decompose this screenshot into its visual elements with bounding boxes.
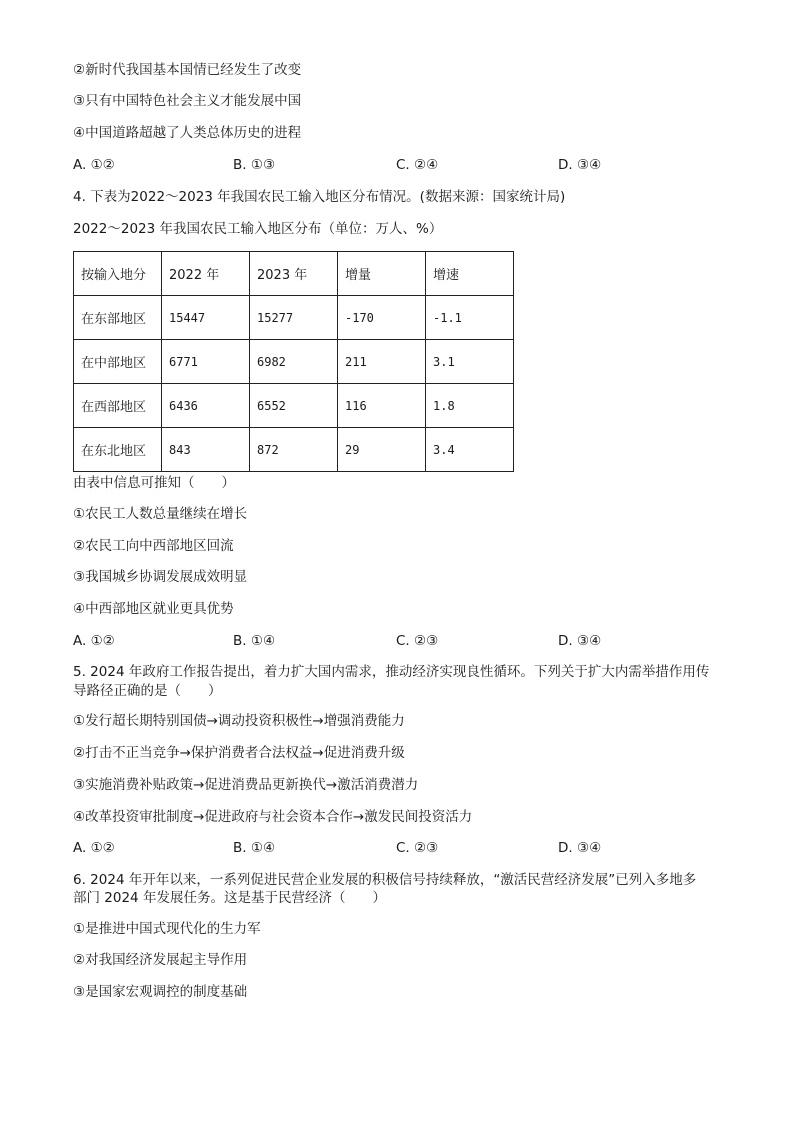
table-cell: -1.1 — [426, 296, 514, 340]
table-row — [74, 428, 514, 472]
table-cell: 在中部地区 — [74, 340, 162, 384]
q4-item-1: ①农民工人数总量继续在增长 — [73, 506, 248, 522]
q4-table-caption: 2022～2023 年我国农民工输入地区分布（单位：万人、%） — [73, 221, 443, 237]
table-cell: 6771 — [162, 340, 250, 384]
q4-option-d[interactable]: D. ③④ — [558, 633, 602, 649]
q5-option-a[interactable]: A. ①② — [73, 840, 115, 856]
migrant-worker-table — [73, 251, 514, 472]
table-cell: 6436 — [162, 384, 250, 428]
q6-item-1: ①是推进中国式现代化的生力军 — [73, 921, 261, 937]
q5-item-4: ④改革投资审批制度→促进政府与社会资本合作→激发民间投资活力 — [73, 809, 473, 825]
q4-item-3: ③我国城乡协调发展成效明显 — [73, 569, 248, 585]
q4-question: 由表中信息可推知（ ） — [73, 475, 235, 491]
q6-item-2: ②对我国经济发展起主导作用 — [73, 952, 248, 968]
table-row — [74, 296, 514, 340]
q5-options — [73, 839, 733, 857]
q6-stem-line-1: 6. 2024 年开年以来，一系列促进民营企业发展的积极信号持续释放，“激活民营经济发展”已列入多地多 — [73, 872, 697, 888]
table-header-cell: 增量 — [338, 252, 426, 296]
q5-item-2: ②打击不正当竞争→保护消费者合法权益→促进消费升级 — [73, 745, 405, 761]
q5-stem-line-2: 导路径正确的是（ ） — [73, 683, 222, 699]
table-cell: 872 — [250, 428, 338, 472]
table-cell: 1.8 — [426, 384, 514, 428]
q3-option-a[interactable]: A. ①② — [73, 157, 115, 173]
q4-stem: 4. 下表为2022～2023 年我国农民工输入地区分布情况。(数据来源：国家统计局) — [73, 189, 566, 205]
table-cell: 6982 — [250, 340, 338, 384]
q3-option-b[interactable]: B. ①③ — [233, 157, 276, 173]
table-cell: 在东部地区 — [74, 296, 162, 340]
q5-stem-line-1: 5. 2024 年政府工作报告提出，着力扩大国内需求，推动经济实现良性循环。下列关于扩大内需举措作用传 — [73, 664, 710, 680]
q6-stem-line-2: 部门 2024 年发展任务。这是基于民营经济（ ） — [73, 890, 386, 906]
table-header-cell: 2023 年 — [250, 252, 338, 296]
q5-item-1: ①发行超长期特别国债→调动投资积极性→增强消费能力 — [73, 713, 405, 729]
q4-item-4: ④中西部地区就业更具优势 — [73, 601, 234, 617]
table-header-cell: 增速 — [426, 252, 514, 296]
table-row — [74, 384, 514, 428]
table-header-cell: 按输入地分 — [74, 252, 162, 296]
q4-options — [73, 632, 733, 650]
q4-option-c[interactable]: C. ②③ — [396, 633, 439, 649]
q3-item-2: ②新时代我国基本国情已经发生了改变 — [73, 62, 302, 78]
table-cell: 211 — [338, 340, 426, 384]
table-cell: 3.1 — [426, 340, 514, 384]
table-header-cell: 2022 年 — [162, 252, 250, 296]
table-cell: 843 — [162, 428, 250, 472]
table-cell: 29 — [338, 428, 426, 472]
table-cell: 6552 — [250, 384, 338, 428]
table-header-row — [74, 252, 514, 296]
table-cell: 15277 — [250, 296, 338, 340]
q3-options — [73, 156, 733, 174]
q3-option-d[interactable]: D. ③④ — [558, 157, 602, 173]
q5-option-d[interactable]: D. ③④ — [558, 840, 602, 856]
table-cell: 15447 — [162, 296, 250, 340]
q3-item-4: ④中国道路超越了人类总体历史的进程 — [73, 125, 302, 141]
q6-item-3: ③是国家宏观调控的制度基础 — [73, 984, 248, 1000]
table-cell: -170 — [338, 296, 426, 340]
table-row — [74, 340, 514, 384]
q5-item-3: ③实施消费补贴政策→促进消费品更新换代→激活消费潜力 — [73, 777, 419, 793]
table-cell: 3.4 — [426, 428, 514, 472]
q5-option-b[interactable]: B. ①④ — [233, 840, 276, 856]
q4-option-a[interactable]: A. ①② — [73, 633, 115, 649]
q3-item-3: ③只有中国特色社会主义才能发展中国 — [73, 93, 302, 109]
q4-item-2: ②农民工向中西部地区回流 — [73, 538, 234, 554]
table-cell: 在东北地区 — [74, 428, 162, 472]
table-cell: 在西部地区 — [74, 384, 162, 428]
q3-option-c[interactable]: C. ②④ — [396, 157, 439, 173]
table-cell: 116 — [338, 384, 426, 428]
q4-option-b[interactable]: B. ①④ — [233, 633, 276, 649]
q5-option-c[interactable]: C. ②③ — [396, 840, 439, 856]
